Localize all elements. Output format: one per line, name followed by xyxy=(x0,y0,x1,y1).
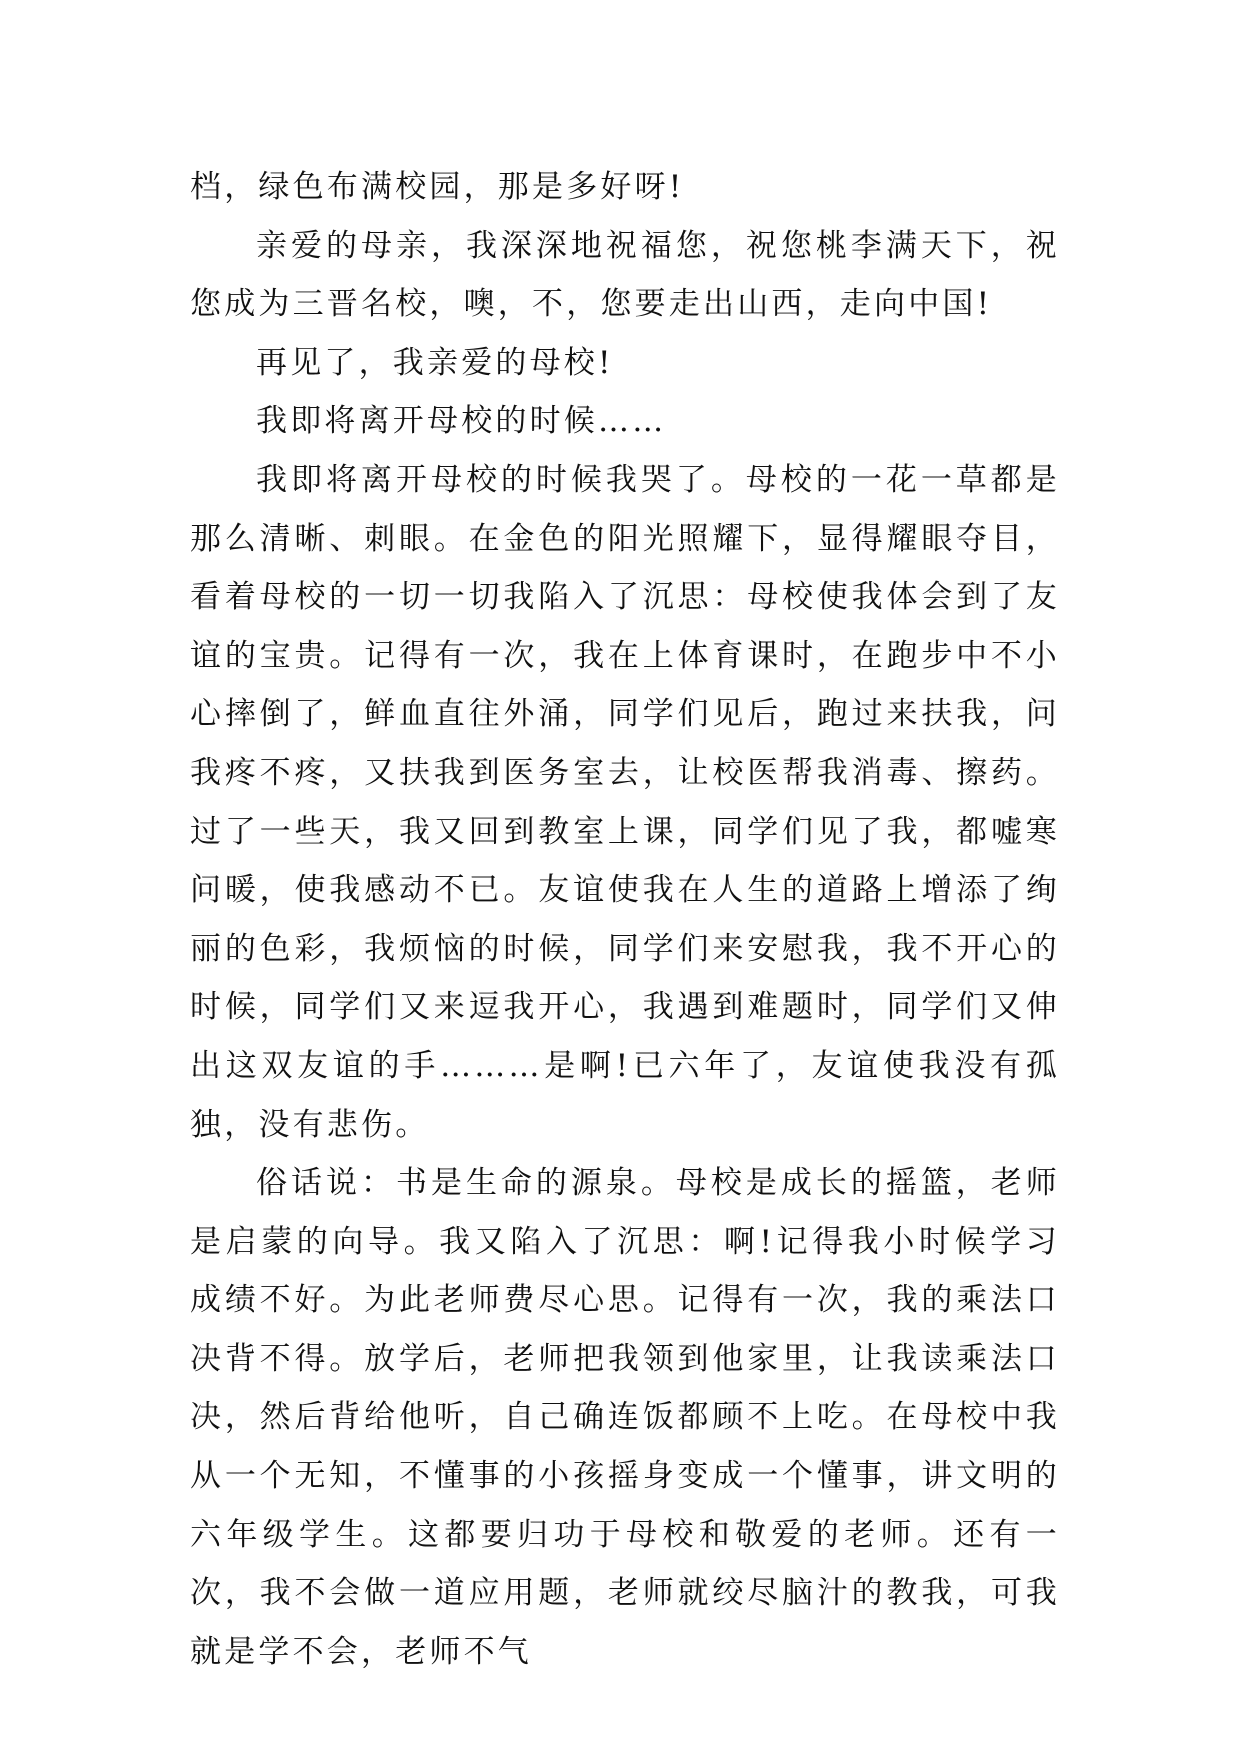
paragraph-1: 档，绿色布满校园，那是多好呀! xyxy=(190,169,685,205)
paragraph-2: 亲爱的母亲，我深深地祝福您，祝您桃李满天下，祝您成为三晋名校，噢，不，您要走出山西，走向中国! xyxy=(190,227,1060,323)
paragraph-5: 我即将离开母校的时候我哭了。母校的一花一草都是那么清晰、刺眼。在金色的阳光照耀下，显得耀眼夺目，看着母校的一切一切我陷入了沉思：母校使我体会到了友谊的宝贵。记得有一次，我在上体育课时，在跑步中不小心摔倒了，鲜血直往外涌，同学们见后，跑过来扶我，问我疼不疼，又扶我到医务室去，让校医帮我消毒、擦药。过了一些天，我又回到教室上课，同学们见了我，都嘘寒问暖，使我感动不已。友谊使我在人生的道路上增添了绚丽的色彩，我烦恼的时候，同学们来安慰我，我不开心的时候，同学们又来逗我开心，我遇到难题时，同学们又伸出这双友谊的手………是啊!已六年了，友谊使我没有孤独，没有悲伤。 xyxy=(190,461,1060,1143)
body-text xyxy=(190,158,1060,1681)
paragraph-6: 俗话说：书是生命的源泉。母校是成长的摇篮，老师是启蒙的向导。我又陷入了沉思：啊!记得我小时候学习成绩不好。为此老师费尽心思。记得有一次，我的乘法口决背不得。放学后，老师把我领到他家里，让我读乘法口决，然后背给他听，自己确连饭都顾不上吃。在母校中我从一个无知，不懂事的小孩摇身变成一个懂事，讲文明的六年级学生。这都要归功于母校和敬爱的老师。还有一次，我不会做一道应用题，老师就绞尽脑汁的教我，可我就是学不会，老师不气 xyxy=(190,1165,1060,1670)
paragraph-4: 我即将离开母校的时候…… xyxy=(256,403,667,440)
paragraph-3: 再见了，我亲爱的母校! xyxy=(256,344,614,381)
